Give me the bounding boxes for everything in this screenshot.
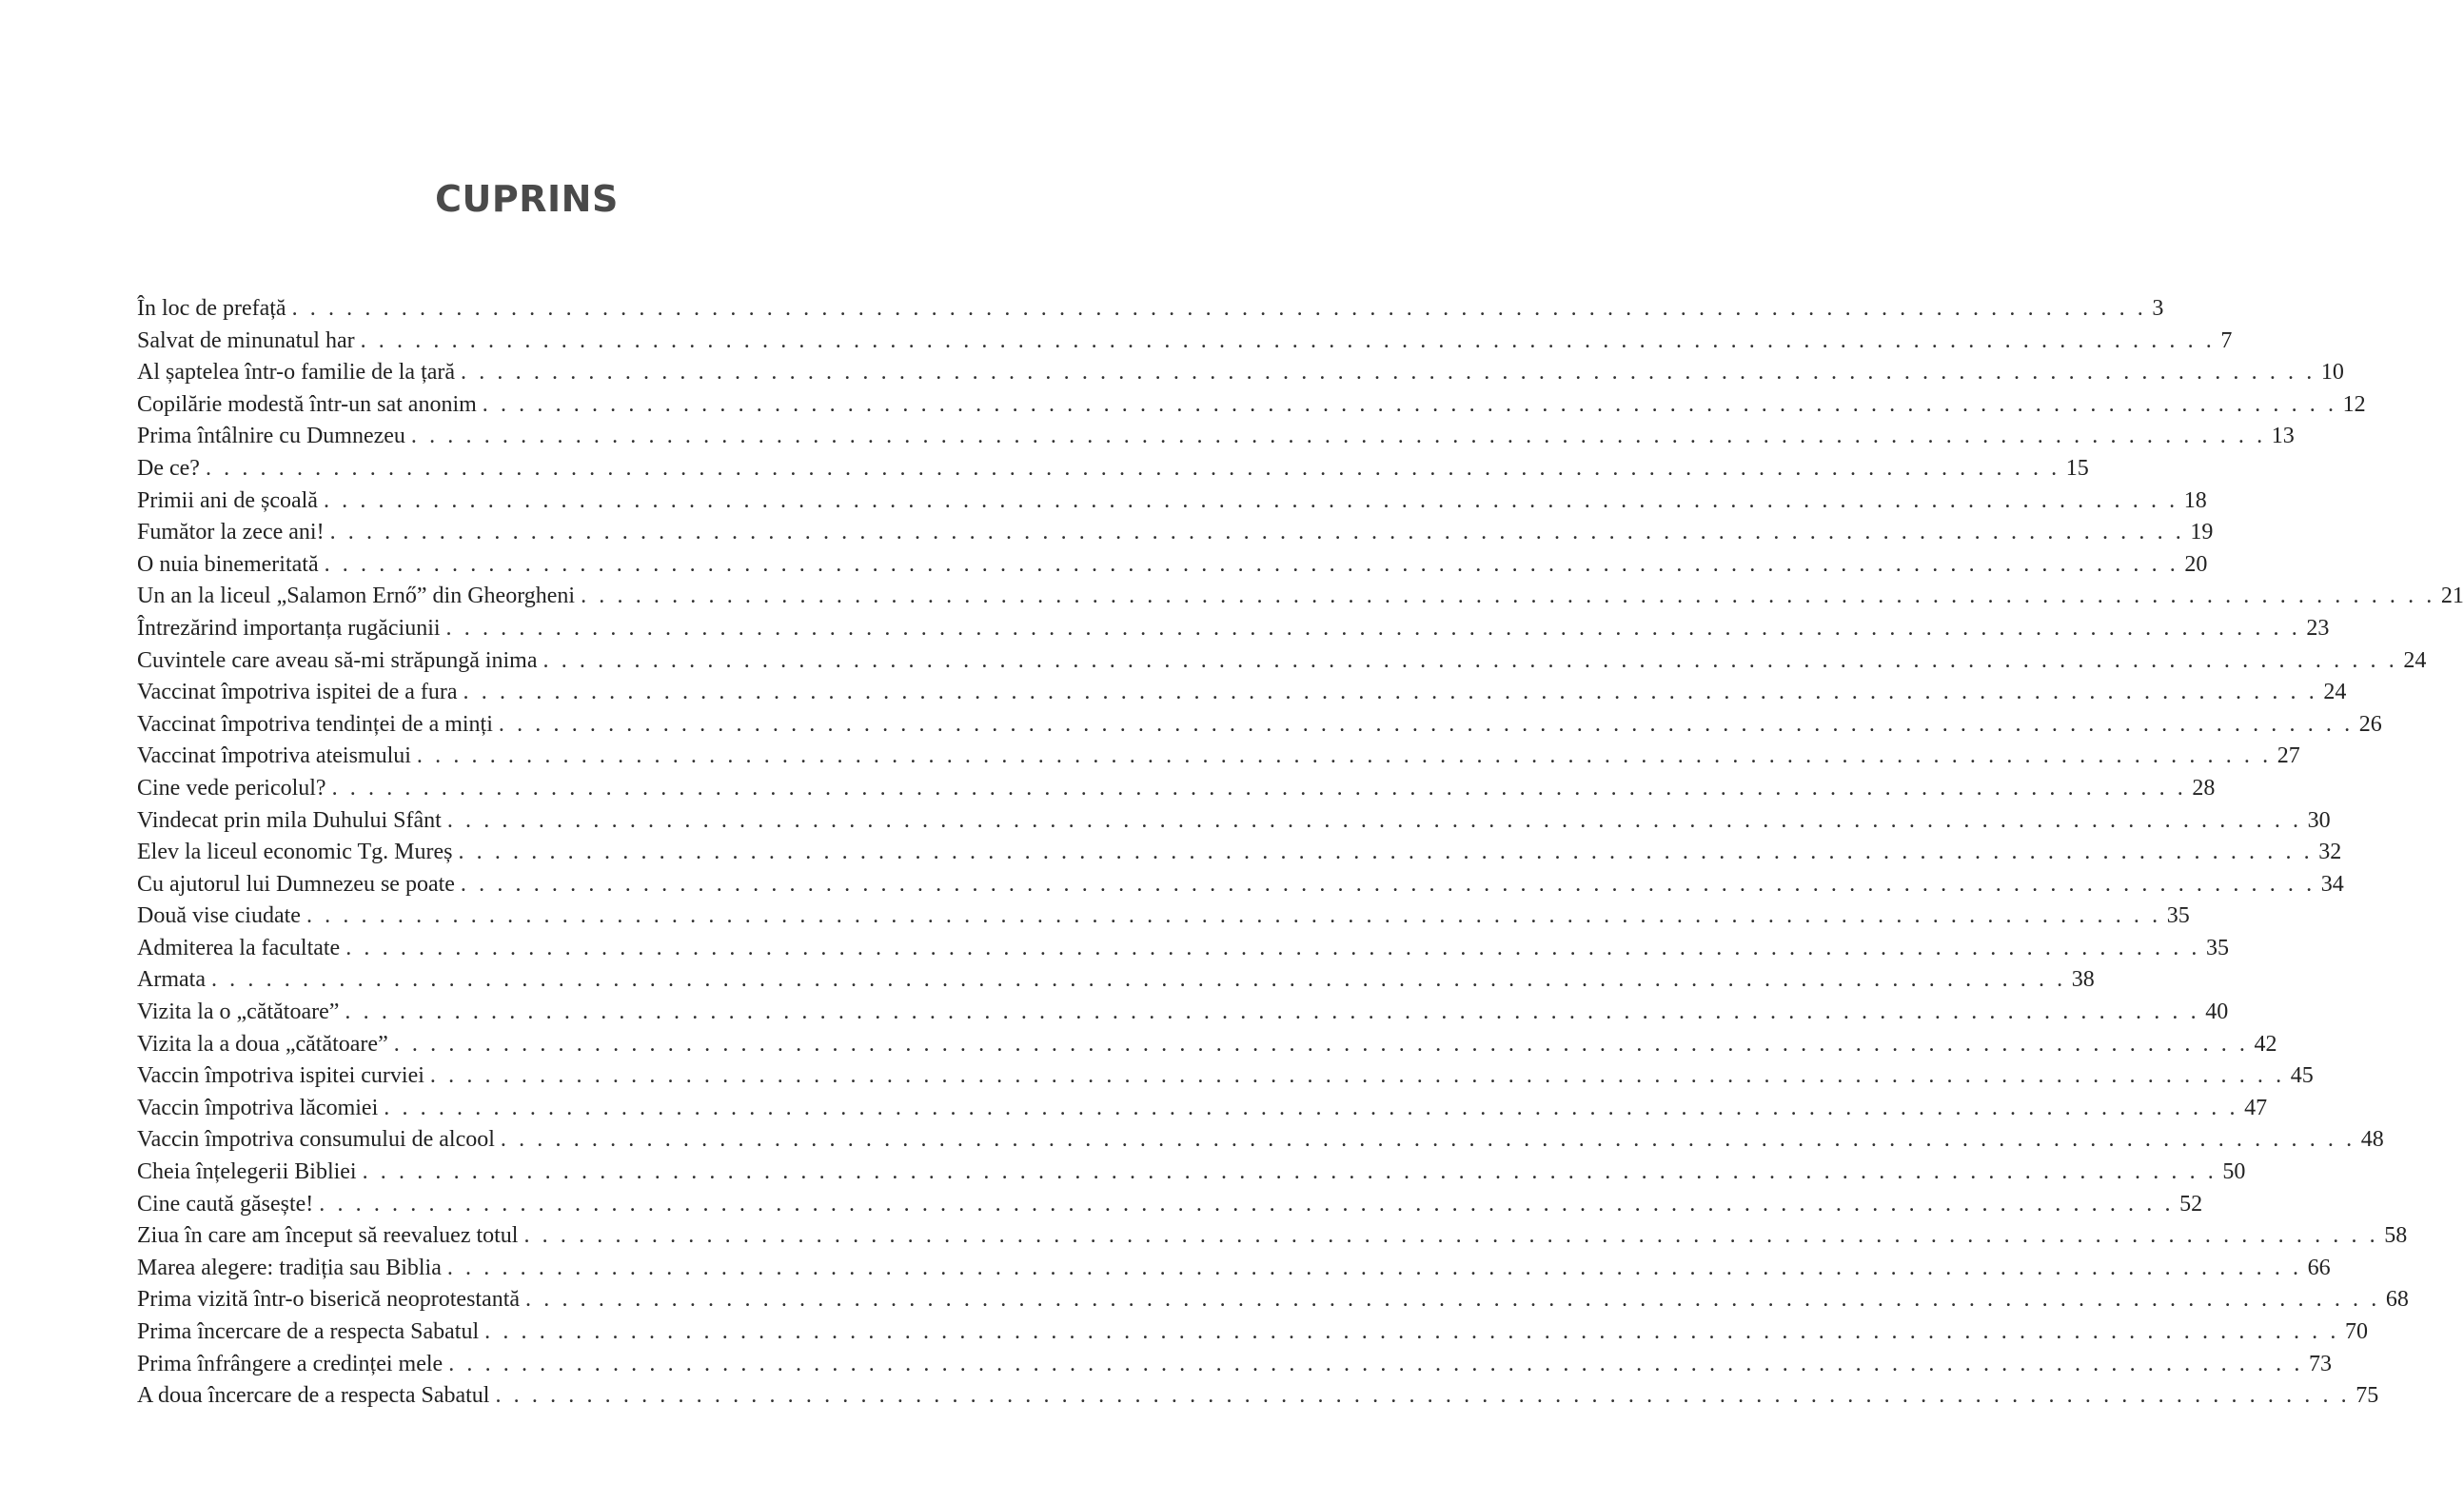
dot-leader: . . . . . . . . . . . . . . . . . . . . . . . . . . . . . . . . . . . . . . . . . . . . . . . . . . . . . . . . . . . . . . . . . . . . . . . . . . . . . . . . . . . . . . . . . . . . . . . . . . . . . .: [525, 1287, 2380, 1313]
dot-leader: . . . . . . . . . . . . . . . . . . . . . . . . . . . . . . . . . . . . . . . . . . . . . . . . . . . . . . . . . . . . . . . . . . . . . . . . . . . . . . . . . . . . . . . . . . . . . . . . . . . . . .: [458, 840, 2314, 865]
toc-entry-title: Întrezărind importanța rugăciunii: [137, 615, 441, 641]
toc-entry-page-number: 35: [2166, 903, 2190, 929]
dot-leader: . . . . . . . . . . . . . . . . . . . . . . . . . . . . . . . . . . . . . . . . . . . . . . . . . . . . . . . . . . . . . . . . . . . . . . . . . . . . . . . . . . . . . . . . . . . . . . . . . . . . . .: [461, 360, 2316, 386]
toc-entry-title: De ce?: [137, 455, 200, 481]
toc-entry-page-number: 45: [2290, 1063, 2314, 1089]
toc-entry-title: Cuvintele care aveau să-mi străpungă inima: [137, 647, 538, 673]
dot-leader: . . . . . . . . . . . . . . . . . . . . . . . . . . . . . . . . . . . . . . . . . . . . . . . . . . . . . . . . . . . . . . . . . . . . . . . . . . . . . . . . . . . . . . . . . . . . . . . . . . . . . .: [319, 1191, 2175, 1217]
toc-entry-page-number: 13: [2271, 424, 2295, 449]
toc-entry: [137, 1124, 2384, 1157]
dot-leader: . . . . . . . . . . . . . . . . . . . . . . . . . . . . . . . . . . . . . . . . . . . . . . . . . . . . . . . . . . . . . . . . . . . . . . . . . . . . . . . . . . . . . . . . . . . . . . . . . . . . . .: [393, 1031, 2249, 1057]
toc-entry-page-number: 24: [2323, 680, 2347, 705]
toc-entry-page-number: 20: [2184, 551, 2208, 577]
toc-entry: [137, 453, 2089, 485]
dot-leader: . . . . . . . . . . . . . . . . . . . . . . . . . . . . . . . . . . . . . . . . . . . . . . . . . . . . . . . . . . . . . . . . . . . . . . . . . . . . . . . . . . . . . . . . . . . . . . . . . . . . . .: [484, 1319, 2339, 1344]
toc-entry-title: Un an la liceul „Salamon Ernő” din Gheorgheni: [137, 584, 576, 609]
toc-entry-page-number: 34: [2320, 871, 2344, 897]
dot-leader: . . . . . . . . . . . . . . . . . . . . . . . . . . . . . . . . . . . . . . . . . . . . . . . . . . . . . . . . . . . . . . . . . . . . . . . . . . . . . . . . . . . . . . . . . . . . . . . . . . . . . .: [495, 1383, 2351, 1409]
toc-entry-page-number: 21: [2440, 584, 2464, 609]
toc-entry: [137, 773, 2216, 805]
toc-entry-page-number: 28: [2192, 775, 2216, 801]
toc-entry: [137, 997, 2229, 1029]
toc-entry: [137, 1060, 2314, 1093]
toc-entry: [137, 421, 2295, 453]
toc-entry-title: Vaccin împotriva lăcomiei: [137, 1095, 379, 1120]
dot-leader: . . . . . . . . . . . . . . . . . . . . . . . . . . . . . . . . . . . . . . . . . . . . . . . . . . . . . . . . . . . . . . . . . . . . . . . . . . . . . . . . . . . . . . . . . . . . . . . . . . . . . .: [500, 1127, 2356, 1153]
toc-entry-page-number: 3: [2152, 296, 2164, 321]
toc-entry-page-number: 23: [2306, 615, 2330, 641]
toc-entry-title: Vaccinat împotriva ateismului: [137, 743, 411, 769]
dot-leader: . . . . . . . . . . . . . . . . . . . . . . . . . . . . . . . . . . . . . . . . . . . . . . . . . . . . . . . . . . . . . . . . . . . . . . . . . . . . . . . . . . . . . . . . . . . . . . . . . . . . . .: [362, 1159, 2218, 1185]
dot-leader: . . . . . . . . . . . . . . . . . . . . . . . . . . . . . . . . . . . . . . . . . . . . . . . . . . . . . . . . . . . . . . . . . . . . . . . . . . . . . . . . . . . . . . . . . . . . . . . . . . . . . .: [210, 967, 2066, 993]
toc-entry-page-number: 19: [2190, 520, 2214, 545]
toc-entry-title: Cheia înțelegerii Bibliei: [137, 1159, 357, 1185]
dot-leader: . . . . . . . . . . . . . . . . . . . . . . . . . . . . . . . . . . . . . . . . . . . . . . . . . . . . . . . . . . . . . . . . . . . . . . . . . . . . . . . . . . . . . . . . . . . . . . . . . . . . . .: [581, 584, 2435, 609]
toc-entry: [137, 1189, 2203, 1221]
toc-entry-title: Armata: [137, 967, 206, 993]
dot-leader: . . . . . . . . . . . . . . . . . . . . . . . . . . . . . . . . . . . . . . . . . . . . . . . . . . . . . . . . . . . . . . . . . . . . . . . . . . . . . . . . . . . . . . . . . . . . . . . . . . . . . .: [323, 487, 2178, 513]
dot-leader: . . . . . . . . . . . . . . . . . . . . . . . . . . . . . . . . . . . . . . . . . . . . . . . . . . . . . . . . . . . . . . . . . . . . . . . . . . . . . . . . . . . . . . . . . . . . . . . . . . . . . .: [498, 711, 2354, 737]
toc-entry-title: Prima vizită într-o biserică neoprotestantă: [137, 1287, 521, 1313]
dot-leader: . . . . . . . . . . . . . . . . . . . . . . . . . . . . . . . . . . . . . . . . . . . . . . . . . . . . . . . . . . . . . . . . . . . . . . . . . . . . . . . . . . . . . . . . . . . . . . . . . . . . . .: [291, 296, 2147, 321]
toc-entry: [137, 1253, 2331, 1285]
dot-leader: . . . . . . . . . . . . . . . . . . . . . . . . . . . . . . . . . . . . . . . . . . . . . . . . . . . . . . . . . . . . . . . . . . . . . . . . . . . . . . . . . . . . . . . . . . . . . . . . . . . . . .: [324, 551, 2179, 577]
toc-entry-page-number: 35: [2206, 935, 2230, 960]
dot-leader: . . . . . . . . . . . . . . . . . . . . . . . . . . . . . . . . . . . . . . . . . . . . . . . . . . . . . . . . . . . . . . . . . . . . . . . . . . . . . . . . . . . . . . . . . . . . . . . . . . . . . .: [360, 327, 2216, 353]
toc-entry: [137, 1220, 2408, 1253]
toc-entry-title: Al șaptelea într-o familie de la țară: [137, 360, 456, 386]
dot-leader: . . . . . . . . . . . . . . . . . . . . . . . . . . . . . . . . . . . . . . . . . . . . . . . . . . . . . . . . . . . . . . . . . . . . . . . . . . . . . . . . . . . . . . . . . . . . . . . . . . . . . .: [345, 935, 2201, 960]
toc-entry: [137, 485, 2207, 518]
toc-entry-title: O nuia binemeritată: [137, 551, 319, 577]
dot-leader: . . . . . . . . . . . . . . . . . . . . . . . . . . . . . . . . . . . . . . . . . . . . . . . . . . . . . . . . . . . . . . . . . . . . . . . . . . . . . . . . . . . . . . . . . . . . . . . . . . . . . .: [460, 871, 2316, 897]
toc-entry-title: Salvat de minunatul har: [137, 327, 355, 353]
dot-leader: . . . . . . . . . . . . . . . . . . . . . . . . . . . . . . . . . . . . . . . . . . . . . . . . . . . . . . . . . . . . . . . . . . . . . . . . . . . . . . . . . . . . . . . . . . . . . . . . . . . . . .: [416, 743, 2272, 769]
toc-entry-title: Vindecat prin mila Duhului Sfânt: [137, 807, 442, 833]
page-title: CUPRINS: [435, 178, 619, 220]
toc-entry: [137, 645, 2427, 678]
toc-entry-page-number: 18: [2183, 487, 2207, 513]
toc-entry-page-number: 15: [2065, 455, 2089, 481]
toc-entry-title: Elev la liceul economic Tg. Mureș: [137, 840, 453, 865]
toc-entry-title: Vizita la o „cătătoare”: [137, 999, 340, 1025]
dot-leader: . . . . . . . . . . . . . . . . . . . . . . . . . . . . . . . . . . . . . . . . . . . . . . . . . . . . . . . . . . . . . . . . . . . . . . . . . . . . . . . . . . . . . . . . . . . . . . . . . . . . . .: [429, 1063, 2285, 1089]
toc-entry: [137, 837, 2342, 869]
toc-entry: [137, 933, 2230, 965]
toc-entry-page-number: 24: [2403, 647, 2427, 673]
dot-leader: . . . . . . . . . . . . . . . . . . . . . . . . . . . . . . . . . . . . . . . . . . . . . . . . . . . . . . . . . . . . . . . . . . . . . . . . . . . . . . . . . . . . . . . . . . . . . . . . . . . . . .: [306, 903, 2161, 929]
dot-leader: . . . . . . . . . . . . . . . . . . . . . . . . . . . . . . . . . . . . . . . . . . . . . . . . . . . . . . . . . . . . . . . . . . . . . . . . . . . . . . . . . . . . . . . . . . . . . . . . . . . . . .: [410, 424, 2266, 449]
toc-entry-page-number: 50: [2222, 1159, 2246, 1185]
toc-entry-page-number: 26: [2358, 711, 2382, 737]
toc-entry: [137, 869, 2344, 901]
toc-entry-title: Vaccin împotriva consumului de alcool: [137, 1127, 495, 1153]
toc-entry-title: Prima înfrângere a credinței mele: [137, 1351, 444, 1376]
toc-entry: [137, 741, 2300, 773]
toc-entry-page-number: 73: [2309, 1351, 2332, 1376]
toc-entry-page-number: 70: [2344, 1319, 2368, 1344]
dot-leader: . . . . . . . . . . . . . . . . . . . . . . . . . . . . . . . . . . . . . . . . . . . . . . . . . . . . . . . . . . . . . . . . . . . . . . . . . . . . . . . . . . . . . . . . . . . . . . . . . . . . . .: [523, 1223, 2379, 1249]
toc-entry: [137, 549, 2208, 582]
toc-entry-title: Prima întâlnire cu Dumnezeu: [137, 424, 405, 449]
toc-entry-page-number: 52: [2179, 1191, 2203, 1217]
toc-entry: [137, 613, 2330, 645]
toc-entry: [137, 517, 2214, 549]
toc-entry: [137, 709, 2382, 742]
toc-entry-title: Admiterea la facultate: [137, 935, 341, 960]
toc-entry: [137, 326, 2233, 358]
toc-entry: [137, 1093, 2268, 1125]
toc-entry-page-number: 47: [2244, 1095, 2268, 1120]
toc-entry-title: A doua încercare de a respecta Sabatul: [137, 1383, 490, 1409]
dot-leader: . . . . . . . . . . . . . . . . . . . . . . . . . . . . . . . . . . . . . . . . . . . . . . . . . . . . . . . . . . . . . . . . . . . . . . . . . . . . . . . . . . . . . . . . . . . . . . . . . . . . . .: [384, 1095, 2239, 1120]
toc-entry: [137, 677, 2347, 709]
toc-entry-title: Fumător la zece ani!: [137, 520, 325, 545]
toc-entry-page-number: 66: [2307, 1255, 2331, 1280]
toc-entry: [137, 1157, 2246, 1189]
toc-entry: [137, 805, 2331, 838]
toc-entry: [137, 1349, 2332, 1381]
toc-entry: [137, 581, 2464, 613]
toc-entry: [137, 293, 2164, 326]
dot-leader: . . . . . . . . . . . . . . . . . . . . . . . . . . . . . . . . . . . . . . . . . . . . . . . . . . . . . . . . . . . . . . . . . . . . . . . . . . . . . . . . . . . . . . . . . . . . . . . . . . . . . .: [445, 615, 2301, 641]
toc-entry: [137, 1029, 2277, 1061]
toc-entry: [137, 1284, 2409, 1316]
toc-entry: [137, 357, 2344, 389]
toc-entry-page-number: 48: [2360, 1127, 2384, 1153]
toc-entry-page-number: 10: [2320, 360, 2344, 386]
dot-leader: . . . . . . . . . . . . . . . . . . . . . . . . . . . . . . . . . . . . . . . . . . . . . . . . . . . . . . . . . . . . . . . . . . . . . . . . . . . . . . . . . . . . . . . . . . . . . . . . . . . . . .: [345, 999, 2200, 1025]
dot-leader: . . . . . . . . . . . . . . . . . . . . . . . . . . . . . . . . . . . . . . . . . . . . . . . . . . . . . . . . . . . . . . . . . . . . . . . . . . . . . . . . . . . . . . . . . . . . . . . . . . . . . .: [463, 680, 2318, 705]
toc-entry-page-number: 42: [2254, 1031, 2277, 1057]
toc-entry-title: Vaccinat împotriva ispitei de a fura: [137, 680, 458, 705]
toc-entry-title: Primii ani de școală: [137, 487, 318, 513]
toc-entry-title: Cine caută găsește!: [137, 1191, 314, 1217]
toc-entry-page-number: 68: [2385, 1287, 2409, 1313]
toc-entry: [137, 389, 2366, 422]
toc-entry: [137, 1380, 2379, 1413]
toc-entry-page-number: 27: [2277, 743, 2300, 769]
toc-entry: [137, 1316, 2368, 1349]
toc-entry: [137, 900, 2190, 933]
toc-entry-page-number: 12: [2342, 391, 2366, 417]
toc-entry-title: Prima încercare de a respecta Sabatul: [137, 1319, 480, 1344]
dot-leader: . . . . . . . . . . . . . . . . . . . . . . . . . . . . . . . . . . . . . . . . . . . . . . . . . . . . . . . . . . . . . . . . . . . . . . . . . . . . . . . . . . . . . . . . . . . . . . . . . . . . . .: [448, 1351, 2303, 1376]
dot-leader: . . . . . . . . . . . . . . . . . . . . . . . . . . . . . . . . . . . . . . . . . . . . . . . . . . . . . . . . . . . . . . . . . . . . . . . . . . . . . . . . . . . . . . . . . . . . . . . . . . . . . .: [205, 455, 2060, 481]
table-of-contents: [137, 293, 2464, 1413]
toc-entry-page-number: 7: [2220, 327, 2233, 353]
toc-entry-page-number: 40: [2205, 999, 2229, 1025]
dot-leader: . . . . . . . . . . . . . . . . . . . . . . . . . . . . . . . . . . . . . . . . . . . . . . . . . . . . . . . . . . . . . . . . . . . . . . . . . . . . . . . . . . . . . . . . . . . . . . . . . . . . . .: [331, 775, 2187, 801]
toc-entry-title: Ziua în care am început să reevaluez totul: [137, 1223, 519, 1249]
toc-entry-page-number: 38: [2071, 967, 2095, 993]
toc-entry-title: Copilărie modestă într-un sat anonim: [137, 391, 477, 417]
toc-entry-title: Două vise ciudate: [137, 903, 301, 929]
toc-entry-title: Vaccin împotriva ispitei curviei: [137, 1063, 424, 1089]
dot-leader: . . . . . . . . . . . . . . . . . . . . . . . . . . . . . . . . . . . . . . . . . . . . . . . . . . . . . . . . . . . . . . . . . . . . . . . . . . . . . . . . . . . . . . . . . . . . . . . . . . . . . .: [446, 807, 2302, 833]
toc-entry-page-number: 75: [2356, 1383, 2379, 1409]
dot-leader: . . . . . . . . . . . . . . . . . . . . . . . . . . . . . . . . . . . . . . . . . . . . . . . . . . . . . . . . . . . . . . . . . . . . . . . . . . . . . . . . . . . . . . . . . . . . . . . . . . . . . .: [482, 391, 2337, 417]
toc-entry-page-number: 58: [2384, 1223, 2408, 1249]
toc-entry-title: Vizita la a doua „cătătoare”: [137, 1031, 388, 1057]
dot-leader: . . . . . . . . . . . . . . . . . . . . . . . . . . . . . . . . . . . . . . . . . . . . . . . . . . . . . . . . . . . . . . . . . . . . . . . . . . . . . . . . . . . . . . . . . . . . . . . . . . . . . .: [329, 520, 2185, 545]
toc-entry-title: În loc de prefață: [137, 296, 286, 321]
toc-entry: [137, 964, 2095, 997]
toc-entry-title: Vaccinat împotriva tendinței de a minți: [137, 711, 493, 737]
dot-leader: . . . . . . . . . . . . . . . . . . . . . . . . . . . . . . . . . . . . . . . . . . . . . . . . . . . . . . . . . . . . . . . . . . . . . . . . . . . . . . . . . . . . . . . . . . . . . . . . . . . . . .: [542, 647, 2398, 673]
toc-entry-page-number: 32: [2318, 840, 2342, 865]
toc-entry-title: Cu ajutorul lui Dumnezeu se poate: [137, 871, 455, 897]
dot-leader: . . . . . . . . . . . . . . . . . . . . . . . . . . . . . . . . . . . . . . . . . . . . . . . . . . . . . . . . . . . . . . . . . . . . . . . . . . . . . . . . . . . . . . . . . . . . . . . . . . . . . .: [446, 1255, 2302, 1280]
toc-entry-title: Cine vede pericolul?: [137, 775, 326, 801]
toc-entry-page-number: 30: [2307, 807, 2331, 833]
toc-entry-title: Marea alegere: tradiția sau Biblia: [137, 1255, 442, 1280]
